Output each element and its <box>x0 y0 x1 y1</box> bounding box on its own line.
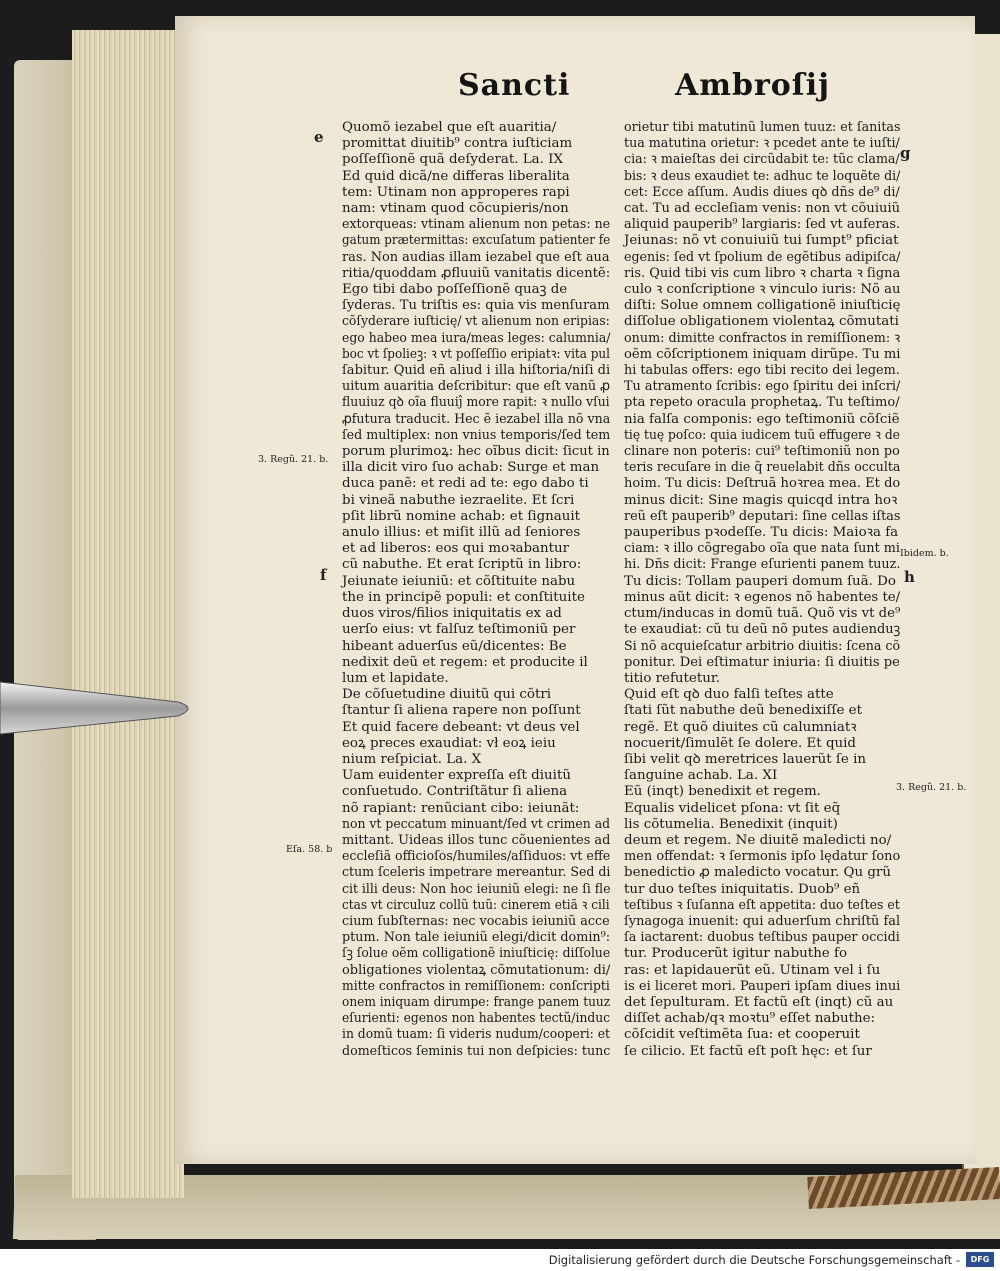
text-line: porum plurimoꝝ: hec oĩbus dicit: ſicut in <box>342 444 610 460</box>
text-line: teſtibus ꝛ ſuſanna eſt appetita: duo teſtes et <box>624 897 900 913</box>
text-line: non vt peccatum minuant/ſed vt crimen ad <box>342 816 611 832</box>
text-line: duca panẽ: et redi ad te: ego dabo ti <box>342 476 589 492</box>
text-line: nium reſpiciat. La. X <box>342 751 482 767</box>
text-line: cet: Ecce aſſum. Audis diues qꝺ dñs de⁹ di/ <box>624 184 900 200</box>
text-line: lis cõtumelia. Benedixit (inquit) <box>624 816 838 832</box>
text-line: bis: ꝛ deus exaudiet te: adhuc te loquẽte di/ <box>624 168 901 184</box>
margin-note-3-reg-2: 3. Regũ. 21. b. <box>896 782 967 793</box>
text-line: gatum prætermittas: excuſatum patienter fe <box>342 233 611 249</box>
text-line: benedictio ꝓ maledicto vocatur. Qu grũ <box>624 865 891 881</box>
text-line: reũ eſt pauperib⁹ deputari: ſine cellas iſtas <box>624 508 901 524</box>
text-line: deum et regem. Ne diuitẽ maledicti no/ <box>624 832 892 848</box>
text-line: uitum auaritia deſcribitur: que eſt vanũ ꝓ <box>342 379 611 395</box>
text-line: det ſepulturam. Et factũ eſt (inqt) cũ au <box>624 994 894 1010</box>
text-line: cõſyderare iuſticię/ vt alienum non eripias: <box>342 314 610 330</box>
text-line: domeſticos ſeminis tui non deſpicies: tunc <box>342 1043 611 1059</box>
text-line: cia: ꝛ maieſtas dei circũdabit te: tũc clama/ <box>624 152 900 168</box>
text-line: Et quid facere debeant: vt deus vel <box>342 719 580 735</box>
dfg-logo: DFG <box>966 1252 994 1267</box>
text-line: poſſeſſionẽ quã deſyderat. La. IX <box>342 152 563 168</box>
text-line: clinare non poteris: cui⁹ teſtimoniũ non po <box>624 444 900 460</box>
text-line: ritia/quoddam ꝓfluuiũ vanitatis dicentẽ: <box>342 265 611 281</box>
text-line: duos viros/filios iniquitatis ex ad <box>342 606 562 622</box>
text-line: diſti: Solue omnem colligationẽ iniuſticię <box>624 298 901 314</box>
text-column-right <box>624 120 900 1060</box>
text-line: Quomõ iezabel que eſt auaritia/ <box>342 120 557 135</box>
text-line: nedixit deũ et regem: et producite il <box>342 654 588 670</box>
text-line: boc vt ſpolieꝫ: ꝛ vt poſſeſſio eripiatꝛ: vita pul <box>342 346 610 362</box>
text-column-left <box>342 120 610 1060</box>
text-line: culo ꝛ conſcriptione ꝛ vinculo iuris: Nõ au <box>624 282 901 298</box>
text-line: hi tabulas offers: ego tibi recito dei legem. <box>624 363 900 379</box>
text-line: Uam euidenter expreſſa eſt diuitũ <box>342 768 571 784</box>
margin-letter-f: f <box>320 566 327 584</box>
text-line: cium ſubſternas: nec vocabis ieiuniũ acce <box>342 913 610 929</box>
text-line: ras. Non audias illam iezabel que eſt aua <box>342 249 610 265</box>
text-line: hi. Dñs dicit: Frange eſurienti panem tuuz. <box>624 557 901 573</box>
text-line: ſtantur ſi aliena rapere non poſſunt <box>342 703 581 719</box>
text-line: ſtati ſũt nabuthe deũ benedixiſſe et <box>624 703 862 719</box>
text-line: ctum/inducas in domũ tuã. Quõ vis vt de⁹ <box>624 606 901 622</box>
text-line: nõ rapiant: renũciant cibo: ieiunãt: <box>342 800 580 816</box>
running-head-right: Ambroſij <box>675 68 830 103</box>
text-line: men offendat: ꝛ ſermonis ipſo lędatur ſono <box>624 849 901 865</box>
text-line: ptum. Non tale ieiuniũ elegi/dicit domin⁹: <box>342 930 611 946</box>
text-line: Ego tibi dabo poſſeſſionẽ quaꝫ de <box>342 282 568 298</box>
text-line: pſit librũ nomine achab: et ſignauit <box>342 508 581 524</box>
text-line: uerſo eius: vt falſuz teſtimoniũ per <box>342 622 576 638</box>
text-line: minus aũt dicit: ꝛ egenos nõ habentes te/ <box>624 589 901 605</box>
text-line: onum: dimitte confractos in remiſſionem: ꝛ <box>624 330 901 346</box>
text-line: ego habeo mea iura/meas leges: calumnia/ <box>342 330 611 346</box>
text-line: ras: et lapidauerũt eũ. Utinam vel i ſu <box>624 962 881 978</box>
text-line: tem: Utinam non approperes rapi <box>342 184 570 200</box>
text-line: Jeiunas: nõ vt conuiuiũ tui ſumpt⁹ pficiat <box>624 233 899 249</box>
text-line: Jeiunate ieiuniũ: et cõſtituite nabu <box>342 573 576 589</box>
text-line: titio refutetur. <box>624 670 721 686</box>
margin-note-isa: Eſa. 58. b <box>286 844 333 855</box>
text-line: ciam: ꝛ illo cõgregabo oĩa que nata ſunt mi <box>624 541 900 557</box>
text-line: ctas vt circuluz collũ tuũ: cinerem etiã ꝛ cili <box>342 897 610 913</box>
text-line: tię tuę poſco: quia iudicem tuũ effugere ꝛ de <box>624 427 900 443</box>
text-line: cũ nabuthe. Et erat ſcriptũ in libro: <box>342 557 582 573</box>
text-line: is ei liceret mori. Pauperi ipſam diues inui <box>624 978 901 994</box>
text-line: eccleſiã officioſos/humiles/aſſiduos: vt effe <box>342 849 611 865</box>
text-line: lum et lapidate. <box>342 670 449 686</box>
text-line: regẽ. Et quõ diuites cũ calumniatꝛ <box>624 719 857 735</box>
text-line: bi vineã nabuthe iezraelite. Et ſcri <box>342 492 575 508</box>
margin-letter-g: g <box>900 144 911 162</box>
running-head-left: Sancti <box>458 68 571 103</box>
text-line: te exaudiat: cũ tu deũ nõ putes audienduꝫ <box>624 622 901 638</box>
text-line: diſſolue obligationem violentaꝝ cõmutati <box>624 314 899 330</box>
text-line: Eũ (inqt) benedixit et regem. <box>624 784 821 800</box>
text-line: ris. Quid tibi vis cum libro ꝛ charta ꝛ ſigna <box>624 265 901 281</box>
text-line: cõſcidit veſtimẽta ſua: et cooperuit <box>624 1027 860 1043</box>
margin-letter-e: e <box>314 128 324 146</box>
text-line: nam: vtinam quod cõcupieris/non <box>342 201 569 217</box>
text-line: tua matutina orietur: ꝛ pcedet ante te iuſti/ <box>624 136 900 152</box>
text-line: eſurienti: egenos non habentes tectũ/induc <box>342 1011 611 1027</box>
text-line: oẽm cõſcriptionem iniquam dirũpe. Tu mi <box>624 346 901 362</box>
text-line: ctum ſceleris impetrare mereantur. Sed di <box>342 865 611 881</box>
text-line: promittat diuitib⁹ contra iuſticiam <box>342 136 573 152</box>
text-line: ſibi velit qꝺ meretrices lauerũt ſe in <box>624 751 866 767</box>
text-line: in domũ tuam: ſi videris nudum/cooperi: et <box>342 1027 611 1043</box>
text-line: et ad liberos: eos qui moꝛabantur <box>342 541 570 557</box>
text-line: onem iniquam dirumpe: frange panem tuuz <box>342 994 611 1010</box>
text-line: conſuetudo. Contriſtãtur ſi aliena <box>342 784 568 800</box>
text-line: extorqueas: vtinam alienum non petas: ne <box>342 217 611 233</box>
text-line: mittant. Uideas illos tunc cõuenientes ad <box>342 832 611 848</box>
text-line: nia falſa componis: ego teſtimoniũ cõſciẽ <box>624 411 900 427</box>
text-line: egenis: ſed vt ſpolium de egẽtibus adipiſca/ <box>624 249 901 265</box>
text-line: fluuiuz qꝺ oĩa fluuiĵ more rapit: ꝛ nullo vſui <box>342 395 610 411</box>
margin-letter-h: h <box>904 568 915 586</box>
text-line: teris recuſare in die q̃ reuelabit dñs occulta <box>624 460 901 476</box>
text-line: cit illi deus: Non hoc ieiuniũ elegi: ne ſi fle <box>342 881 611 897</box>
text-line: ponitur. Dei eſtimatur iniuria: ſi diuitis pe <box>624 654 900 670</box>
text-line: tur duo teſtes iniquitatis. Duob⁹ eñ <box>624 881 861 897</box>
text-line: ſynagoga inuenit: qui aduerſum chriſtũ fal <box>624 913 901 929</box>
text-line: ſꝫ ſolue oẽm colligationẽ iniuſticię: diſſolue <box>342 946 611 962</box>
text-line: Tu atramento ſcribis: ego ſpiritu dei inſcri/ <box>624 379 901 395</box>
page-holder-pointer <box>0 676 200 738</box>
text-line: hibeant aduerſus eũ/dicentes: Be <box>342 638 567 654</box>
text-line: Si nõ acquieſcatur arbitrio diuitis: ſcena cõ <box>624 638 901 654</box>
text-line: ſe cilicio. Et factũ eſt poſt hęc: et ſur <box>624 1043 872 1059</box>
text-line: Ed quid dicã/ne differas liberalita <box>342 168 570 184</box>
text-line: diſſet achab/qꝛ moꝛtu⁹ eſſet nabuthe: <box>624 1011 876 1027</box>
text-line: ſabitur. Quid eñ aliud i illa hiſtoria/niſi di <box>342 363 611 379</box>
text-line: mitte confractos in remiſſionem: conſcripti <box>342 978 610 994</box>
text-line: pta repeto oracula prophetaꝝ. Tu teſtimo/ <box>624 395 900 411</box>
text-line: ꝓfutura traducit. Hec ẽ iezabel illa nõ vna <box>342 411 611 427</box>
text-line: eoꝝ preces exaudiat: vł eoꝝ ieiu <box>342 735 556 751</box>
margin-note-ibidem: Ibidem. b. <box>900 548 949 559</box>
text-line: cat. Tu ad eccleſiam venis: non vt cõuiuiũ <box>624 201 901 217</box>
text-line: Quid eſt qꝺ duo falſi teſtes atte <box>624 687 834 703</box>
text-line: nocuerit/ſimulẽt ſe dolere. Et quid <box>624 735 856 751</box>
text-line: anulo illius: et miſit illũ ad ſeniores <box>342 525 581 541</box>
text-line: De cõſuetudine diuitũ qui cõtri <box>342 687 552 703</box>
text-line: ſanguine achab. La. XI <box>624 768 778 784</box>
text-line: hoim. Tu dicis: Deſtruã hoꝛrea mea. Et do <box>624 476 901 492</box>
text-line: ſyderas. Tu triſtis es: quia vis menſuram <box>342 298 610 314</box>
text-line: ſa iactarent: duobus teſtibus pauper occidi <box>624 930 900 946</box>
text-line: orietur tibi matutinũ lumen tuuz: et ſanitas <box>624 120 901 135</box>
text-line: Tu dicis: Tollam pauperi domum ſuã. Do <box>624 573 896 589</box>
text-line: tur. Producerũt igitur nabuthe fo <box>624 946 848 962</box>
text-line: Equalis videlicet pſona: vt ſit eq̃ <box>624 800 841 816</box>
text-line: ſed multiplex: non vnius temporis/ſed tem <box>342 427 611 443</box>
text-line: aliquid pauperib⁹ largiaris: ſed vt auferas. <box>624 217 901 233</box>
margin-note-3-reg: 3. Regũ. 21. b. <box>258 454 329 465</box>
text-line: pauperibus pꝛodeſſe. Tu dicis: Maioꝛa fa <box>624 525 899 541</box>
text-line: illa dicit viro ſuo achab: Surge et man <box>342 460 600 476</box>
text-line: obligationes violentaꝝ cõmutationum: di/ <box>342 962 611 978</box>
page-stack-edge <box>72 30 184 1198</box>
text-line: the in principẽ populi: et conſtituite <box>342 589 585 605</box>
footer-bar <box>0 1249 1000 1271</box>
footer-credit: Digitalisierung gefördert durch die Deutsche Forschungsgemeinschaft - <box>548 1253 960 1267</box>
text-line: minus dicit: Sine magis quicqd intra hoꝛ <box>624 492 898 508</box>
